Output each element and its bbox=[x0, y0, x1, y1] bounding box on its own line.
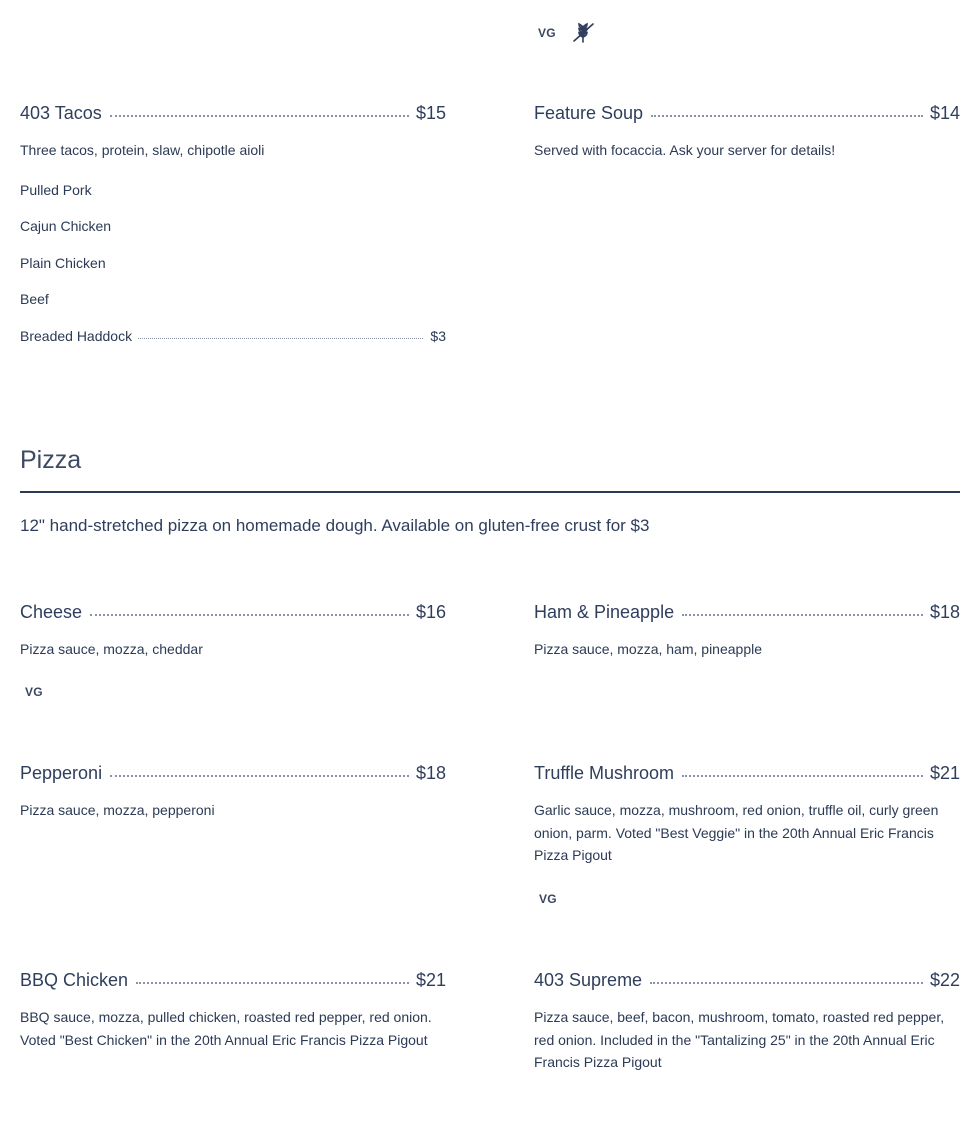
menu-item-feature-soup bbox=[534, 103, 960, 124]
item-price: $18 bbox=[929, 602, 960, 622]
leader-dots bbox=[138, 337, 423, 339]
menu-item-truffle-mushroom bbox=[534, 763, 960, 784]
item-price: $18 bbox=[415, 763, 446, 783]
taco-option: Pulled Pork bbox=[20, 182, 92, 198]
item-description: Pizza sauce, mozza, ham, pineapple bbox=[534, 641, 763, 657]
menu-item-403-tacos bbox=[20, 103, 446, 124]
section-description: 12" hand-stretched pizza on homemade dough. Available on gluten-free crust for $3 bbox=[20, 516, 650, 535]
leader-dots bbox=[110, 774, 409, 777]
item-name: Truffle Mushroom bbox=[534, 763, 675, 783]
leader-dots bbox=[136, 981, 409, 984]
menu-item-bbq-chicken bbox=[20, 970, 446, 991]
taco-option: Beef bbox=[20, 291, 49, 307]
item-price: $14 bbox=[929, 103, 960, 123]
item-name: Cheese bbox=[20, 602, 83, 622]
item-name: Ham & Pineapple bbox=[534, 602, 675, 622]
menu-item-403-supreme bbox=[534, 970, 960, 991]
item-name: Pepperoni bbox=[20, 763, 103, 783]
item-name: BBQ Chicken bbox=[20, 970, 129, 990]
leader-dots bbox=[110, 114, 409, 117]
item-description: Pizza sauce, beef, bacon, mushroom, tomato, roasted red pepper, red onion. Included in the "Tantalizing 25" in the 20th Annual Eric Francis Pizza Pigout bbox=[534, 1009, 945, 1070]
vegetarian-badge: VG bbox=[539, 892, 557, 906]
leader-dots bbox=[650, 981, 923, 984]
item-name: Feature Soup bbox=[534, 103, 644, 123]
taco-option-upcharge bbox=[20, 328, 446, 344]
no-wheat-icon bbox=[570, 20, 596, 46]
taco-option: Plain Chicken bbox=[20, 255, 106, 271]
item-price: $21 bbox=[415, 970, 446, 990]
item-description: BBQ sauce, mozza, pulled chicken, roasted red pepper, red onion. Voted "Best Chicken" in the 20th Annual Eric Francis Pizza Pigout bbox=[20, 1009, 432, 1048]
item-price: $15 bbox=[415, 103, 446, 123]
menu-item-cheese bbox=[20, 602, 446, 623]
item-description: Pizza sauce, mozza, pepperoni bbox=[20, 802, 215, 818]
vegetarian-badge: VG bbox=[25, 685, 43, 699]
item-description: Three tacos, protein, slaw, chipotle aioli bbox=[20, 142, 265, 158]
option-price: $3 bbox=[430, 328, 446, 344]
menu-item-ham-pineapple bbox=[534, 602, 960, 623]
item-description: Served with focaccia. Ask your server for details! bbox=[534, 142, 836, 158]
item-name: 403 Supreme bbox=[534, 970, 643, 990]
item-description: Pizza sauce, mozza, cheddar bbox=[20, 641, 203, 657]
leader-dots bbox=[682, 613, 923, 616]
leader-dots bbox=[90, 613, 409, 616]
taco-option: Cajun Chicken bbox=[20, 218, 112, 234]
option-name: Breaded Haddock bbox=[20, 328, 133, 344]
top-dietary-badges bbox=[538, 20, 596, 46]
vegetarian-badge: VG bbox=[538, 26, 556, 40]
item-price: $22 bbox=[929, 970, 960, 990]
item-price: $16 bbox=[415, 602, 446, 622]
section-divider bbox=[20, 491, 960, 493]
item-name: 403 Tacos bbox=[20, 103, 102, 123]
item-price: $21 bbox=[929, 763, 960, 783]
menu-item-pepperoni bbox=[20, 763, 446, 784]
section-title-pizza: Pizza bbox=[20, 446, 82, 474]
leader-dots bbox=[682, 774, 923, 777]
leader-dots bbox=[651, 114, 923, 117]
item-description: Garlic sauce, mozza, mushroom, red onion, truffle oil, curly green onion, parm. Voted "Best Veggie" in the 20th Annual Eric Francis Pizza Pigout bbox=[534, 802, 939, 863]
